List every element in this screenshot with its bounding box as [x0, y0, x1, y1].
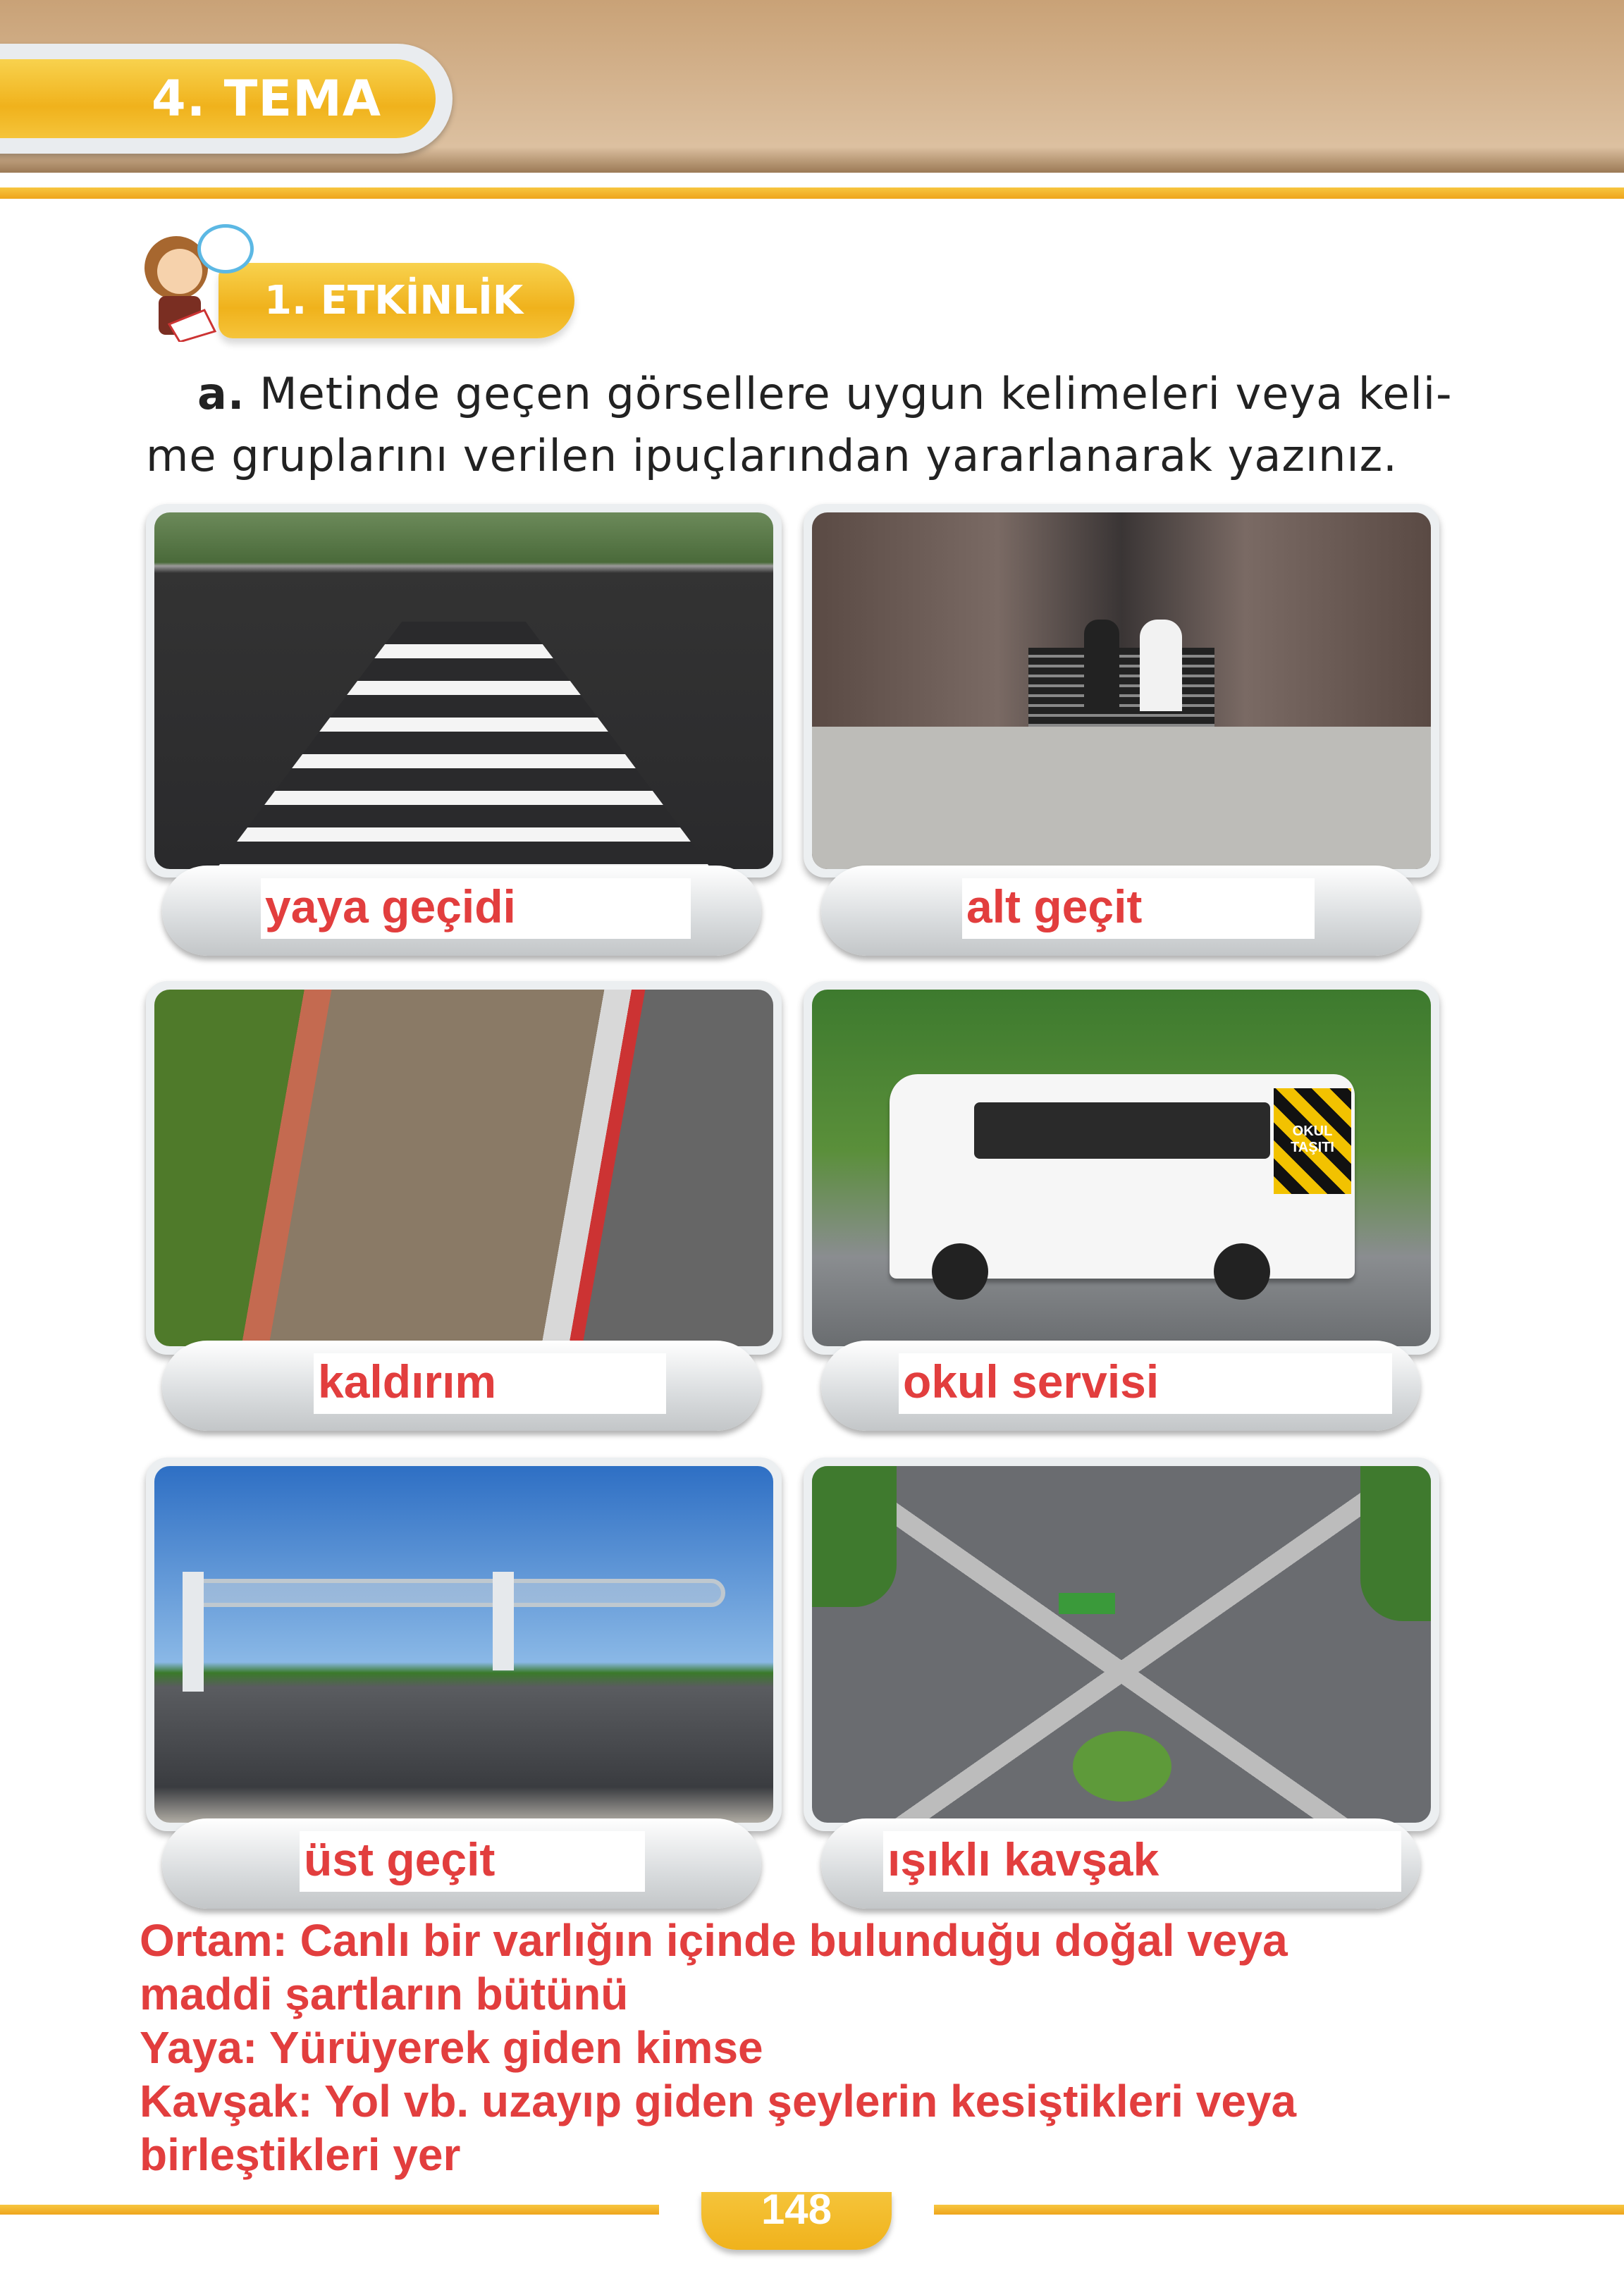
instruction-letter: a.: [197, 368, 245, 419]
instruction: [146, 363, 1457, 487]
answer-pill: [821, 1341, 1420, 1431]
crosswalk-image: [154, 512, 773, 869]
photo-card-underpass: [804, 504, 1439, 878]
photo-card-crosswalk: [146, 504, 782, 878]
photo-card-sidewalk: [146, 981, 782, 1355]
underpass-image: [812, 512, 1431, 869]
definition-line: Ortam: Canlı bir varlığın içinde bulunduğu doğal veya: [140, 1915, 1288, 1966]
answer-pill: [162, 1818, 761, 1909]
definition-line: birleştikleri yer: [140, 2129, 461, 2180]
answer-pill: [162, 1341, 761, 1431]
answer-field[interactable]: okul servisi: [899, 1353, 1392, 1414]
photo-card-school-bus: [804, 981, 1439, 1355]
answer-field[interactable]: ışıklı kavşak: [883, 1831, 1401, 1892]
answer-pill: [821, 866, 1420, 956]
overpass-image: [154, 1466, 773, 1823]
answer-field[interactable]: yaya geçidi: [261, 878, 691, 939]
school-sign: OKUL TAŞITI: [1274, 1088, 1351, 1194]
instruction-text: Metinde geçen görsellere uygun kelimeleri veya keli-me gruplarını verilen ipuçlarından yararlanarak yazınız.: [146, 368, 1453, 481]
answer-pill: [821, 1818, 1420, 1909]
school-bus-image: [812, 990, 1431, 1346]
theme-label: 4. TEMA: [0, 59, 436, 138]
header-divider: [0, 187, 1624, 199]
answer-pill: [162, 866, 761, 956]
answer-field[interactable]: alt geçit: [962, 878, 1315, 939]
activity-badge: 1. ETKİNLİK: [219, 263, 574, 338]
photo-card-intersection: [804, 1458, 1439, 1831]
photo-card-overpass: [146, 1458, 782, 1831]
footer-divider: [934, 2205, 1624, 2215]
page-number: 148: [701, 2192, 892, 2250]
definitions: [140, 1914, 1296, 2181]
footer-divider: [0, 2205, 659, 2215]
definition-line: Kavşak: Yol vb. uzayıp giden şeylerin kesiştikleri veya: [140, 2076, 1297, 2126]
sidewalk-image: [154, 990, 773, 1346]
definition-line: maddi şartların bütünü: [140, 1969, 629, 2019]
intersection-image: [812, 1466, 1431, 1823]
definition-line: Yaya: Yürüyerek giden kimse: [140, 2022, 763, 2073]
answer-field[interactable]: üst geçit: [300, 1831, 645, 1892]
speech-bubble-icon: [197, 224, 254, 273]
answer-field[interactable]: kaldırım: [314, 1353, 666, 1414]
theme-badge: [0, 44, 453, 154]
